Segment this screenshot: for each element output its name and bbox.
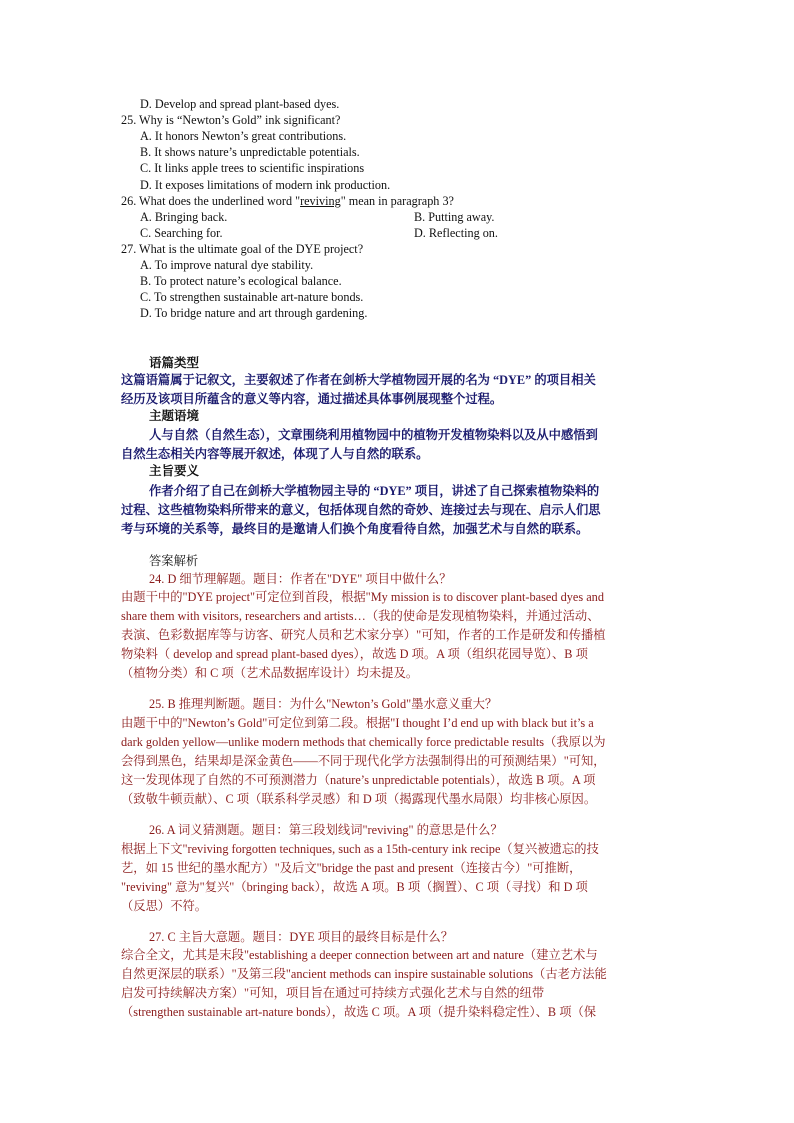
q25-option-b: B. It shows nature’s unpredictable potentials. — [140, 145, 360, 159]
q26-option-d: D. Reflecting on. — [414, 226, 498, 240]
answer-24-line-3: 表演、色彩数据库等与访客、研究人员和艺术家分享）"可知，作者的工作是研发和传播植 — [121, 628, 606, 642]
gist-heading: 主旨要义 — [149, 464, 200, 478]
answer-27-line-1: 综合全文，尤其是末段"establishing a deeper connection between art and nature（建立艺术与 — [121, 948, 598, 962]
answer-25-heading: 25. B 推理判断题。题目：为什么"Newton’s Gold"墨水意义重大？ — [149, 697, 498, 711]
q26-stem: 26. What does the underlined word "reviving" mean in paragraph 3? — [121, 194, 454, 208]
q25-option-d: D. It exposes limitations of modern ink production. — [140, 178, 391, 192]
genre-line-2: 经历及该项目所蕴含的意义等内容，通过描述具体事例展现整个过程。 — [121, 392, 503, 406]
answer-26-line-4: （反思）不符。 — [121, 899, 208, 913]
answer-25-line-4: 这一发现体现了自然的不可预测潜力（nature’s unpredictable potentials），故选 B 项。A 项 — [121, 773, 596, 787]
q27-option-b: B. To protect nature’s ecological balance. — [140, 274, 342, 288]
theme-heading: 主题语境 — [149, 409, 200, 423]
q26-option-a: A. Bringing back. — [140, 210, 228, 224]
q26-option-c: C. Searching for. — [140, 226, 223, 240]
gist-line-1: 作者介绍了自己在剑桥大学植物园主导的 “DYE” 项目，讲述了自己探索植物染料的 — [149, 484, 600, 498]
theme-line-1: 人与自然（自然生态），文章围绕利用植物园中的植物开发植物染料以及从中感悟到 — [149, 428, 598, 442]
q25-stem: 25. Why is “Newton’s Gold” ink significant? — [121, 113, 341, 127]
q26-option-b: B. Putting away. — [414, 210, 495, 224]
gist-line-2: 过程、这些植物染料所带来的意义，包括体现自然的奇妙、连接过去与现在、启示人们思 — [121, 503, 601, 517]
answer-24-line-5: （植物分类）和 C 项（艺术品数据库设计）均未提及。 — [121, 666, 419, 680]
answer-24-heading: 24. D 细节理解题。题目：作者在"DYE" 项目中做什么？ — [149, 572, 452, 586]
q27-option-d: D. To bridge nature and art through gardening. — [140, 306, 368, 320]
answer-27-line-3: 启发可持续解决方案）"可知，项目旨在通过可持续方式强化艺术与自然的纽带 — [121, 986, 545, 1000]
answer-24-line-4: 物染料（ develop and spread plant-based dyes），故选 D 项。A 项（组织花园导览）、B 项 — [121, 647, 588, 661]
q25-option-a: A. It honors Newton’s great contributions. — [140, 129, 347, 143]
answer-26-line-1: 根据上下文"reviving forgotten techniques, such as a 15th-century ink recipe（复兴被遗忘的技 — [121, 842, 599, 856]
q27-option-a: A. To improve natural dye stability. — [140, 258, 314, 272]
answer-26-heading: 26. A 词义猜测题。题目：第三段划线词"reviving" 的意思是什么？ — [149, 823, 503, 837]
q27-stem: 27. What is the ultimate goal of the DYE project? — [121, 242, 364, 256]
answer-25-line-5: （致敬牛顿贡献）、C 项（联系科学灵感）和 D 项（揭露现代墨水局限）均非核心原因。 — [121, 792, 597, 806]
answer-27-heading: 27. C 主旨大意题。题目：DYE 项目的最终目标是什么？ — [149, 930, 454, 944]
answer-25-line-3: 会得到黑色，结果却是深金黄色——不同于现代化学方法强制得出的可预测结果）"可知， — [121, 754, 606, 768]
underlined-word: reviving — [300, 194, 341, 208]
theme-line-2: 自然生态相关内容等展开叙述，体现了人与自然的联系。 — [121, 447, 429, 461]
answer-24-line-2: share them with visitors, researchers and artists…（我的使命是发现植物染料，并通过活动、 — [121, 609, 600, 623]
answer-26-line-2: 艺，如 15 世纪的墨水配方）"及后文"bridge the past and present（连接古今）"可推断， — [121, 861, 582, 875]
answer-25-line-2: dark golden yellow—unlike modern methods that chemically force predictable results（我原以为 — [121, 735, 606, 749]
answer-25-line-1: 由题干中的"Newton’s Gold"可定位到第二段。根据"I thought I’d end up with black but it’s a — [121, 716, 594, 730]
answers-heading: 答案解析 — [149, 554, 199, 568]
q27-option-c: C. To strengthen sustainable art-nature bonds. — [140, 290, 364, 304]
q25-option-c: C. It links apple trees to scientific inspirations — [140, 161, 365, 175]
gist-line-3: 考与环境的关系等，最终目的是邀请人们换个角度看待自然，加强艺术与自然的联系。 — [121, 522, 589, 536]
answer-27-line-4: （strengthen sustainable art-nature bonds），故选 C 项。A 项（提升染料稳定性）、B 项（保 — [121, 1005, 597, 1019]
q24-option-d: D. Develop and spread plant-based dyes. — [140, 97, 340, 111]
genre-heading: 语篇类型 — [149, 356, 200, 370]
answer-24-line-1: 由题干中的"DYE project"可定位到首段，根据"My mission is to discover plant-based dyes and — [121, 590, 604, 604]
answer-27-line-2: 自然更深层的联系）"及第三段"ancient methods can inspire sustainable solutions（古老方法能 — [121, 967, 607, 981]
genre-line-1: 这篇语篇属于记叙文，主要叙述了作者在剑桥大学植物园开展的名为 “DYE” 的项目相关 — [121, 373, 596, 387]
answer-26-line-3: "reviving" 意为"复兴"（bringing back），故选 A 项。B 项（搁置）、C 项（寻找）和 D 项 — [121, 880, 588, 894]
